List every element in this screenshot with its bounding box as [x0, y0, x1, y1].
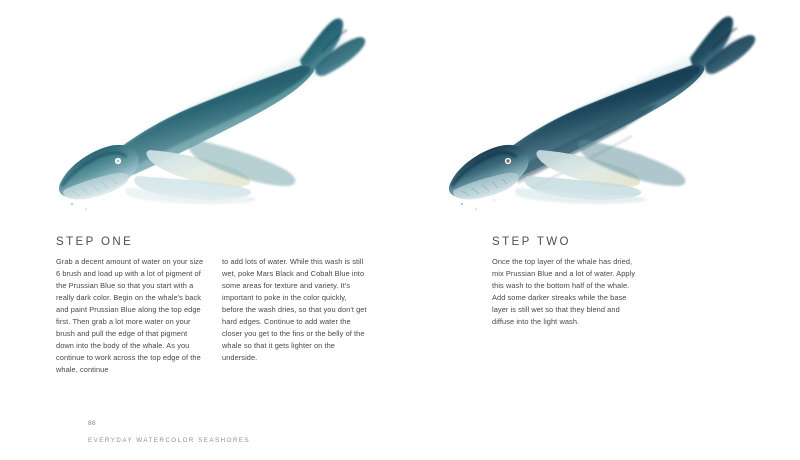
step-two-column-1: Once the top layer of the whale has dried, mix Prussian Blue and a lot of water. Apply this wash to the bottom half of the whale. Add some darker streaks while the base layer is still wet so that they blend and diffuse into the light wash. — [492, 257, 636, 326]
step-one-heading: STEP ONE — [56, 236, 134, 248]
step-two-body — [492, 256, 652, 328]
whale-illustration-step-one — [0, 0, 400, 232]
right-page — [400, 0, 800, 460]
running-head: EVERYDAY WATERCOLOR SEASHORES — [88, 437, 251, 444]
step-one-body — [56, 256, 372, 376]
step-two-heading: STEP TWO — [492, 236, 571, 248]
page-number: 86 — [88, 420, 97, 427]
step-one-column-2: to add lots of water. While this wash is still wet, poke Mars Black and Cobalt Blue into some areas for texture and variety. It's important to poke in the color quickly, before the wash dries, so that you don't get hard edges. Continue to add water the closer you get to the fins or the belly of the whale so that it gets lighter on the underside. — [222, 257, 367, 362]
whale-illustration-step-two — [400, 0, 800, 232]
step-one-column-1: Grab a decent amount of water on your size 6 brush and load up with a lot of pigment of the Prussian Blue so that you start with a really dark color. Begin on the whale's back and paint Prussian Blue along the top edge first. Then grab a lot more water on your brush and pull the edge of that pigment down into the body of the whale. As you continue to work across the top edge of the whale, continue — [56, 257, 204, 374]
